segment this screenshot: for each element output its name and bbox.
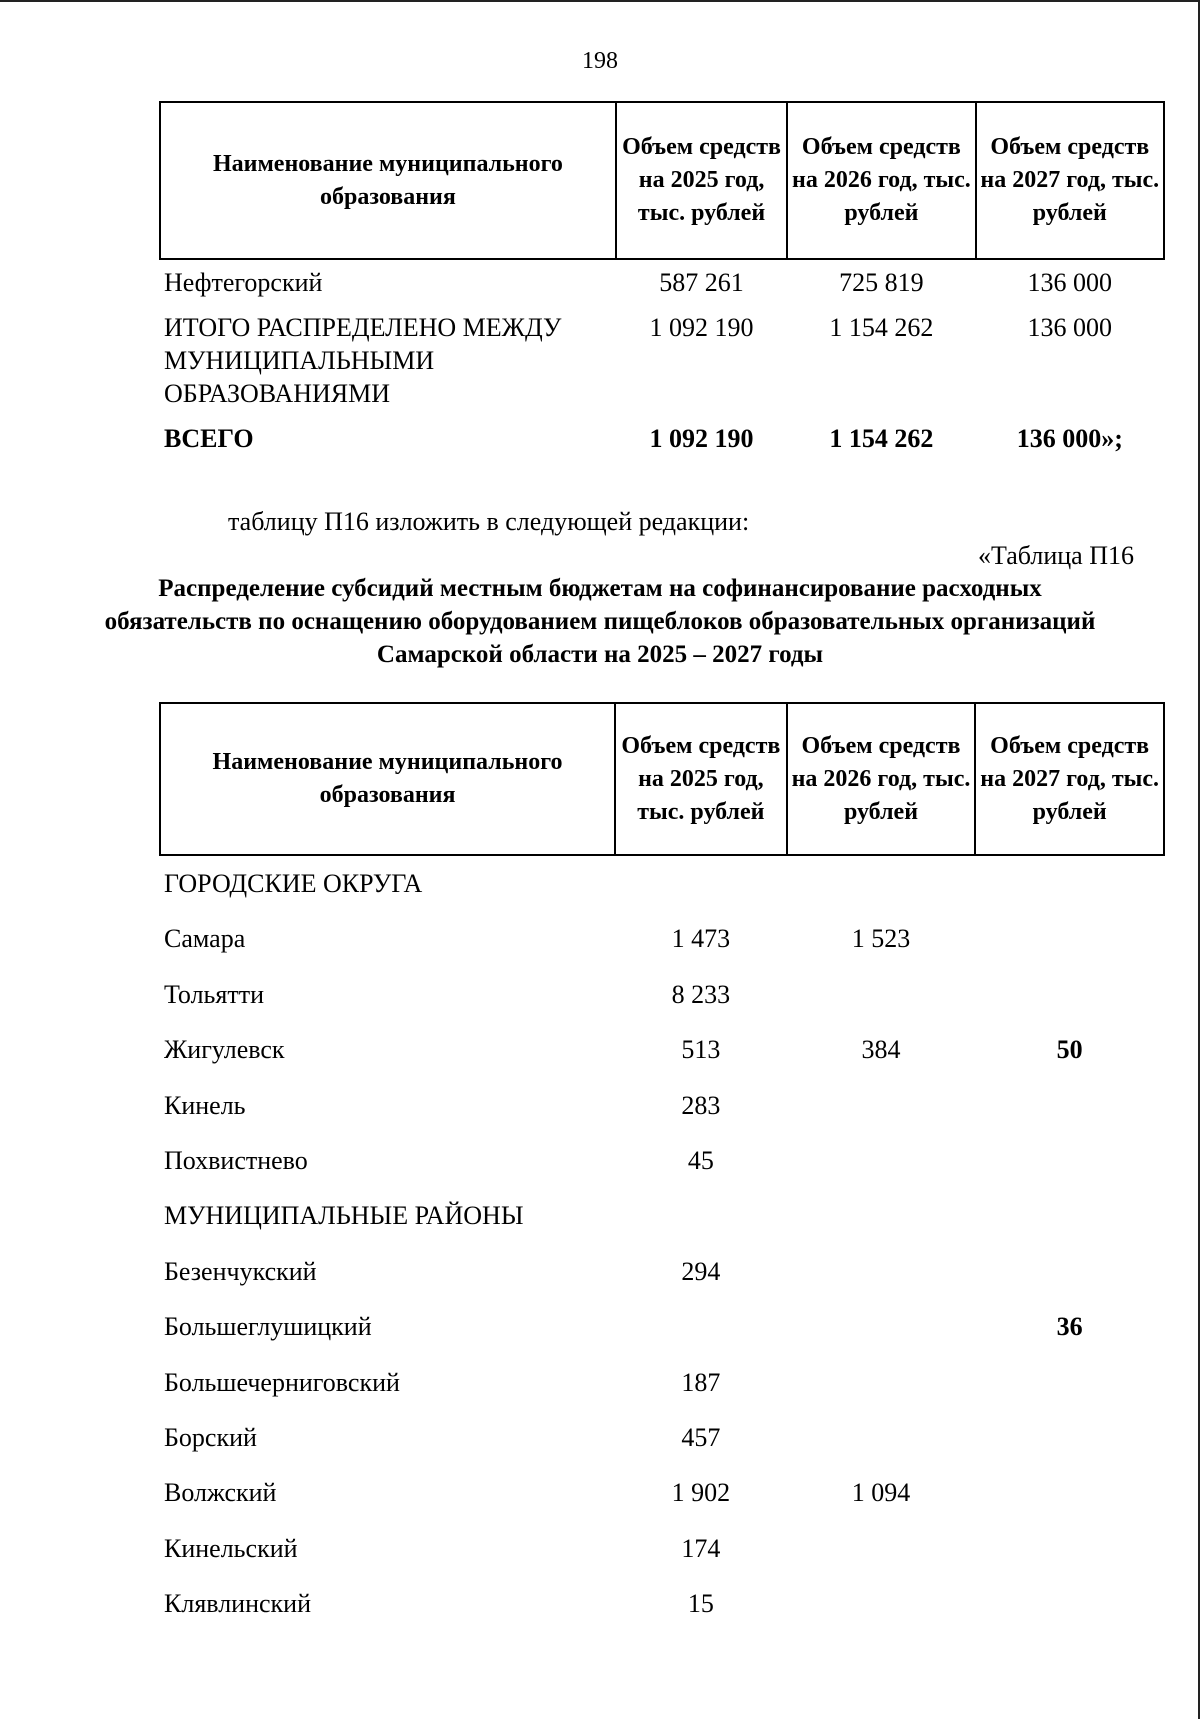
cell-2025: 187 [681, 1367, 721, 1397]
cell-name: Большеглушицкий [164, 1312, 372, 1342]
cell-2025: 283 [681, 1090, 721, 1120]
cell-2026 [787, 1299, 976, 1354]
header-municipality: Наименование муниципального образования [160, 102, 616, 259]
table-row [160, 1521, 1164, 1576]
cell-2026: 1 523 [851, 924, 911, 954]
header-2025: Объем средств на 2025 год, тыс. рублей [615, 703, 787, 855]
cell-2026: 1 154 262 [829, 424, 934, 453]
cell-2026 [787, 1188, 976, 1243]
header-2026: Объем средств на 2026 год, тыс. рублей [787, 102, 975, 259]
subsidy-distribution-table [159, 702, 1165, 1631]
cell-2026: 1 094 [851, 1478, 911, 1508]
cell-2027: 136 000»; [1016, 424, 1123, 453]
cell-name: МУНИЦИПАЛЬНЫЕ РАЙОНЫ [164, 1201, 524, 1231]
cell-2025: 513 [681, 1035, 721, 1065]
cell-2025: 174 [681, 1533, 721, 1563]
cell-name: Нефтегорский [164, 268, 323, 297]
header-municipality: Наименование муниципального образования [160, 703, 615, 855]
table-title: Распределение субсидий местным бюджетам на софинансирование расходных обязательств по оснащению оборудованием пищеблоков образовательных организаций Самарской области на 2025 – 2027 годы [104, 575, 1096, 668]
header-2027: Объем средств на 2027 год, тыс. рублей [976, 102, 1164, 259]
header-2027: Объем средств на 2027 год, тыс. рублей [975, 703, 1164, 855]
page-number: 198 [582, 48, 618, 74]
cell-2025: 1 092 190 [649, 313, 754, 342]
cell-2027: 136 000 [1027, 268, 1113, 297]
cell-name: Клявлинский [164, 1589, 312, 1619]
table-row [160, 1244, 1164, 1299]
cell-2027 [975, 1521, 1164, 1576]
cell-2026 [787, 1244, 976, 1299]
cell-2025: 1 092 190 [649, 424, 754, 453]
cell-2025: 1 902 [671, 1478, 731, 1508]
cell-2027: 36 [1056, 1312, 1083, 1342]
section-row-city-districts [160, 855, 1164, 911]
cell-2025: 8 233 [671, 979, 731, 1009]
cell-name: Тольятти [164, 979, 265, 1009]
table-row [160, 1465, 1164, 1520]
cell-2027: 50 [1056, 1035, 1083, 1065]
cell-2025: 587 261 [659, 268, 744, 297]
cell-name: ИТОГО РАСПРЕДЕЛЕНО МЕЖДУ МУНИЦИПАЛЬНЫМИ ОБРАЗОВАНИЯМИ [164, 313, 562, 408]
header-2026: Объем средств на 2026 год, тыс. рублей [787, 703, 976, 855]
table-row [160, 967, 1164, 1022]
table-label: «Таблица П16 [978, 541, 1134, 570]
cell-2026 [787, 1133, 976, 1188]
cell-2026 [787, 967, 976, 1022]
cell-2027 [975, 855, 1164, 911]
table-row [160, 911, 1164, 966]
cell-name: Похвистнево [164, 1145, 308, 1175]
cell-2026: 384 [861, 1035, 901, 1065]
table-row-total-distributed [160, 305, 1164, 416]
table-row [160, 1299, 1164, 1354]
cell-2026 [787, 1576, 976, 1631]
cell-name: Борский [164, 1422, 257, 1452]
cell-2025: 457 [681, 1422, 721, 1452]
cell-name: Кинель [164, 1090, 246, 1120]
table-row-grand-total [160, 416, 1164, 463]
cell-name: Волжский [164, 1478, 277, 1508]
table-row [160, 259, 1164, 305]
cell-2026 [787, 1521, 976, 1576]
table-row [160, 1410, 1164, 1465]
table-row [160, 1133, 1164, 1188]
cell-2025: 45 [687, 1145, 714, 1175]
table-header-row [160, 703, 1164, 855]
section-row-municipal-districts [160, 1188, 1164, 1243]
cell-2025 [615, 855, 787, 911]
budget-table-continued [159, 101, 1165, 463]
instruction-text: таблицу П16 изложить в следующей редакции: [228, 507, 750, 536]
cell-2027 [975, 1078, 1164, 1133]
cell-2027 [975, 967, 1164, 1022]
cell-2027 [975, 1410, 1164, 1465]
cell-2025 [615, 1188, 787, 1243]
cell-2026 [787, 855, 976, 911]
cell-2027 [975, 1465, 1164, 1520]
cell-2026: 725 819 [839, 268, 924, 297]
table-header-row [160, 102, 1164, 259]
cell-name: Кинельский [164, 1533, 298, 1563]
cell-2025: 15 [687, 1589, 714, 1619]
cell-name: Безенчукский [164, 1256, 317, 1286]
cell-name: Жигулевск [164, 1035, 285, 1065]
header-2025: Объем средств на 2025 год, тыс. рублей [616, 102, 787, 259]
table-row [160, 1355, 1164, 1410]
cell-2027 [975, 1355, 1164, 1410]
cell-2025 [615, 1299, 787, 1354]
cell-name: Самара [164, 924, 246, 954]
cell-2026 [787, 1078, 976, 1133]
table-row [160, 1078, 1164, 1133]
cell-2025: 1 473 [671, 924, 731, 954]
cell-2027 [975, 1244, 1164, 1299]
cell-2027: 136 000 [1027, 313, 1113, 342]
cell-2026: 1 154 262 [829, 313, 934, 342]
cell-2027 [975, 1576, 1164, 1631]
cell-2027 [975, 1133, 1164, 1188]
cell-2025: 294 [681, 1256, 721, 1286]
table-row [160, 1022, 1164, 1077]
cell-2026 [787, 1410, 976, 1465]
cell-name: ГОРОДСКИЕ ОКРУГА [164, 869, 423, 898]
cell-2027 [975, 911, 1164, 966]
cell-2027 [975, 1188, 1164, 1243]
table-row [160, 1576, 1164, 1631]
cell-name: Большечерниговский [164, 1367, 400, 1397]
cell-name: ВСЕГО [164, 424, 254, 453]
cell-2026 [787, 1355, 976, 1410]
